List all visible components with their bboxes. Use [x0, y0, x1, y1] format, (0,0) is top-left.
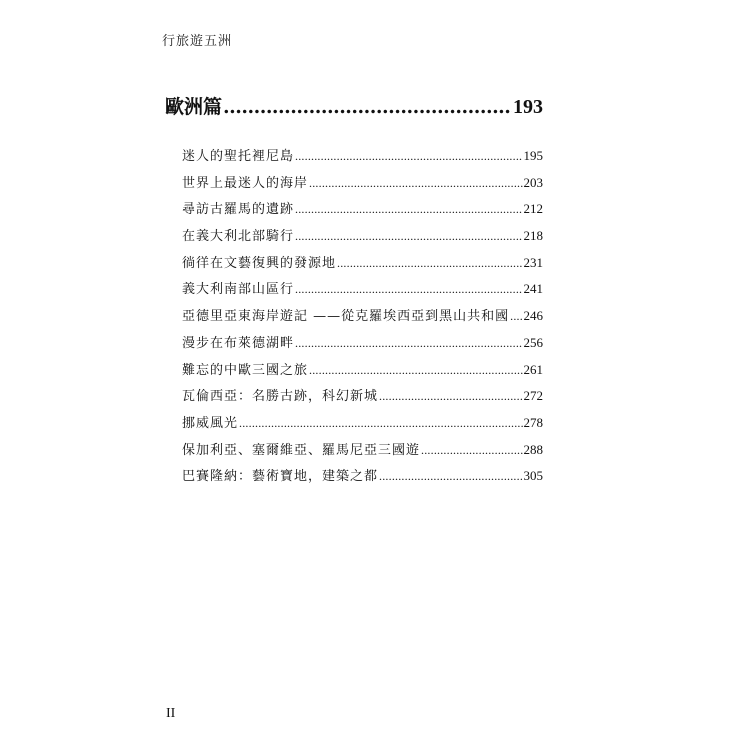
dot-leader: [223, 96, 512, 118]
entry-title: 亞德里亞東海岸遊記 ——從克羅埃西亞到黑山共和國: [182, 309, 510, 325]
toc-entry[interactable]: [182, 439, 543, 466]
entry-title: 巴賽隆納：藝術寶地，建築之都: [182, 469, 379, 485]
entry-page-number: 256: [523, 334, 543, 350]
entry-title: 義大利南部山區行: [182, 282, 295, 298]
toc-entry-list: [165, 145, 543, 492]
entry-title: 漫步在布萊德湖畔: [182, 335, 295, 351]
entry-page-number: 218: [523, 228, 543, 244]
entry-page-number: 195: [523, 148, 543, 163]
toc-entry[interactable]: [182, 412, 543, 439]
entry-page-number: 272: [523, 388, 543, 404]
entry-page-number: 246: [523, 308, 543, 324]
dot-leader: [295, 336, 522, 351]
dot-leader: [309, 363, 522, 378]
dot-leader: [295, 149, 522, 164]
entry-page-number: 261: [523, 361, 543, 377]
entry-title: 瓦倫西亞：名勝古跡，科幻新城: [182, 389, 379, 405]
entry-page-number: 231: [523, 254, 543, 270]
page-number: II: [166, 706, 176, 721]
dot-leader: [379, 469, 522, 484]
dot-leader: [421, 443, 522, 458]
entry-title: 挪威風光: [182, 415, 239, 431]
dot-leader: [239, 416, 522, 431]
dot-leader: [295, 282, 522, 297]
toc-entry[interactable]: [182, 278, 543, 305]
entry-page-number: 203: [523, 174, 543, 190]
dot-leader: [295, 202, 522, 217]
entry-title: 尋訪古羅馬的遺跡: [182, 202, 295, 218]
section-page-number: 193: [513, 96, 543, 118]
section-title: 歐洲篇: [165, 96, 223, 118]
entry-page-number: 278: [523, 414, 543, 430]
toc-entry[interactable]: [182, 198, 543, 225]
entry-title: 迷人的聖托裡尼島: [182, 149, 295, 164]
table-of-contents: [165, 92, 543, 492]
running-header: 行旅遊五洲: [162, 34, 233, 49]
dot-leader: [379, 389, 522, 404]
toc-entry[interactable]: [182, 305, 543, 332]
entry-page-number: 305: [523, 468, 543, 484]
entry-title: 在義大利北部騎行: [182, 229, 295, 245]
entry-page-number: 241: [523, 281, 543, 297]
toc-entry[interactable]: [182, 359, 543, 386]
dot-leader: [337, 256, 522, 271]
toc-section-heading[interactable]: [165, 92, 543, 122]
toc-entry[interactable]: [182, 465, 543, 492]
toc-entry[interactable]: [182, 145, 543, 172]
toc-entry[interactable]: [182, 172, 543, 199]
toc-entry[interactable]: [182, 225, 543, 252]
entry-title: 徜徉在文藝復興的發源地: [182, 255, 337, 271]
entry-page-number: 288: [523, 441, 543, 457]
entry-title: 世界上最迷人的海岸: [182, 175, 309, 191]
toc-entry[interactable]: [182, 332, 543, 359]
toc-entry[interactable]: [182, 385, 543, 412]
entry-title: 難忘的中歐三國之旅: [182, 362, 309, 378]
dot-leader: [510, 309, 522, 324]
dot-leader: [309, 176, 522, 191]
entry-title: 保加利亞、塞爾維亞、羅馬尼亞三國遊: [182, 442, 421, 458]
entry-page-number: 212: [523, 201, 543, 217]
dot-leader: [295, 229, 522, 244]
toc-entry[interactable]: [182, 252, 543, 279]
